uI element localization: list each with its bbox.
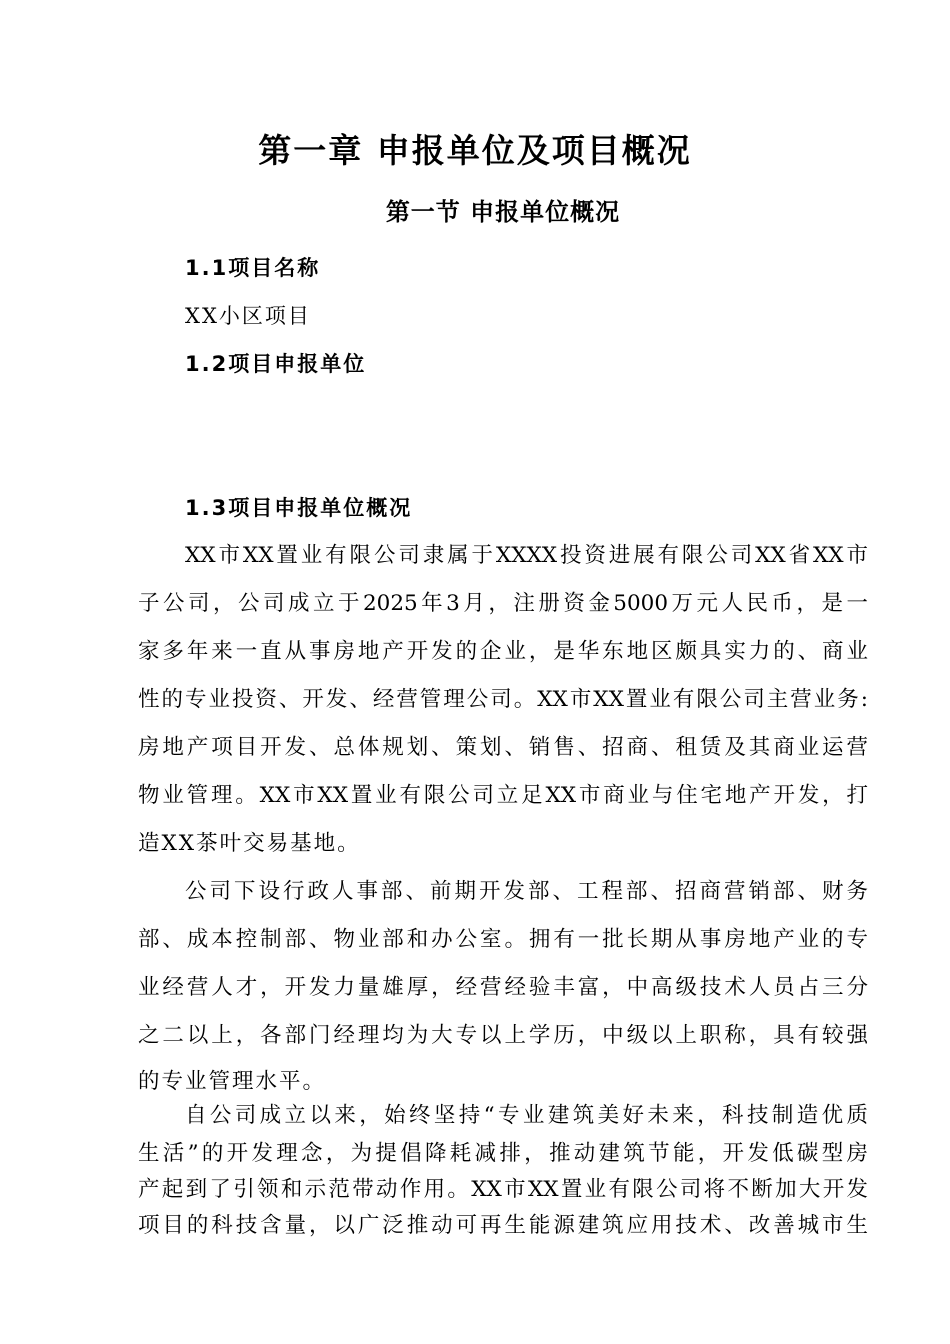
project-name-text: XX小区项目 (185, 304, 311, 328)
paragraph-line: 性的专业投资、开发、经营管理公司。XX市XX置业有限公司主营业务: (138, 687, 868, 712)
paragraph-line: 的专业管理水平。 (138, 1069, 327, 1094)
heading-applicant: 1.2项目申报单位 (185, 352, 367, 376)
paragraph-line: 项目的科技含量，以广泛推动可再生能源建筑应用技术、改善城市生 (138, 1213, 868, 1238)
paragraph-line: 自公司成立以来，始终坚持“专业建筑美好未来，科技制造优质 (185, 1103, 868, 1128)
paragraph-line: 之二以上，各部门经理均为大专以上学历，中级以上职称，具有较强 (138, 1023, 868, 1048)
paragraph-line: 产起到了引领和示范带动作用。XX市XX置业有限公司将不断加大开发 (138, 1177, 868, 1202)
heading-project-name: 1.1项目名称 (185, 256, 321, 280)
paragraph-line: XX市XX置业有限公司隶属于XXXX投资进展有限公司XX省XX市 (185, 543, 868, 568)
chapter-title: 第一章 申报单位及项目概况 (258, 131, 692, 170)
heading-applicant-overview: 1.3项目申报单位概况 (185, 496, 413, 520)
paragraph-line: 子公司，公司成立于2025年3月，注册资金5000万元人民币，是一 (138, 591, 868, 616)
paragraph-line: 公司下设行政人事部、前期开发部、工程部、招商营销部、财务 (185, 879, 868, 904)
paragraph-line: 部、成本控制部、物业部和办公室。拥有一批长期从事房地产业的专 (138, 927, 868, 952)
paragraph-line: 造XX茶叶交易基地。 (138, 831, 361, 856)
paragraph-line: 生活”的开发理念，为提倡降耗减排，推动建筑节能，开发低碳型房 (138, 1141, 868, 1166)
paragraph-line: 家多年来一直从事房地产开发的企业，是华东地区颇具实力的、商业 (138, 639, 868, 664)
paragraph-line: 房地产项目开发、总体规划、策划、销售、招商、租赁及其商业运营 (138, 735, 868, 760)
section-title: 第一节 申报单位概况 (385, 198, 621, 226)
paragraph-line: 业经营人才，开发力量雄厚，经营经验丰富，中高级技术人员占三分 (138, 975, 868, 1000)
paragraph-line: 物业管理。XX市XX置业有限公司立足XX市商业与住宅地产开发，打 (138, 783, 868, 808)
